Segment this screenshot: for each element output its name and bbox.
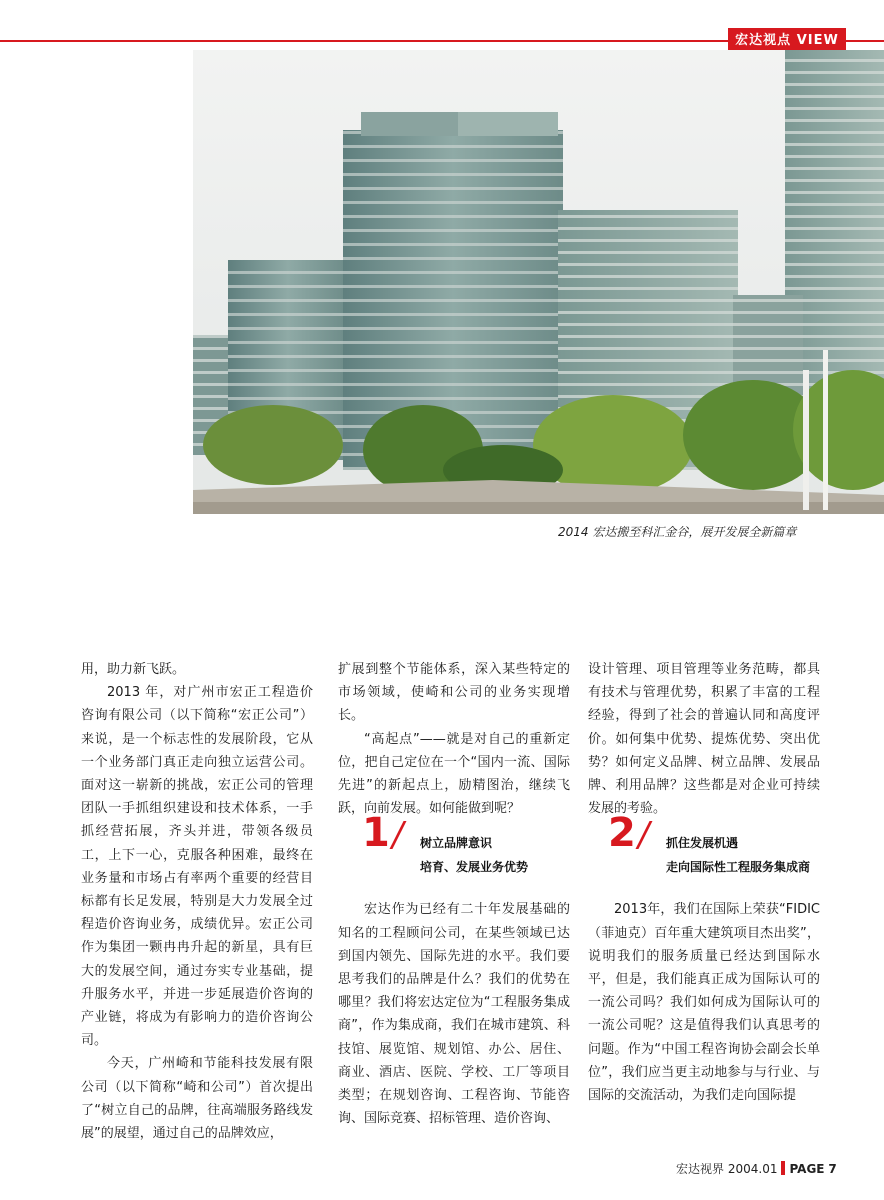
section-title-line-1: 树立品牌意识 [420,836,493,851]
section-number: 2 [608,810,636,857]
paragraph: 宏达作为已经有二十年发展基础的知名的工程顾问公司，在某些领域已达到国内领先、国际先进的水平。我们要思考我们的品牌是什么？我们的优势在哪里？我们将宏达定位为“工程服务集成商”，作为集成商，我们在城市建筑、科技馆、展览馆、规划馆、办公、居住、商业、酒店、医院、学校、工厂等项目类型；在规划咨询、工程咨询、节能咨询、国际竞赛、招标管理、造价咨询、 [338,902,570,1127]
paragraph: 今天，广州崎和节能科技发展有限公司（以下简称“崎和公司”）首次提出了“树立自己的品牌，往高端服务路线发展”的展望，通过自己的品牌效应， [81,1056,313,1142]
paragraph: 设计管理、项目管理等业务范畴，都具有技术与管理优势，积累了丰富的工程经验，得到了社会的普遍认同和高度评价。如何集中优势、提炼优势、突出优势？如何定义品牌、树立品牌、发展品牌、利用品牌？这些都是对企业可持续发展的考验。 [588,662,820,817]
page-footer [676,1160,837,1177]
section-tag: 宏达视点 VIEW [728,28,846,54]
section-heading-1 [338,810,570,888]
section-heading-2 [588,810,820,888]
paragraph: 2013年，我们在国际上荣获“FIDIC（菲迪克）百年重大建筑项目杰出奖”，说明我们的服务质量已经达到国际水平，但是，我们能真正成为国际认可的一流公司吗？我们如何成为国际认可的一流公司呢？这是值得我们认真思考的问题。作为“中国工程咨询协会副会长单位”，我们应当更主动地参与与行业、与国际的交流活动，为我们走向国际提 [588,902,820,1104]
section-number: 1 [362,810,390,857]
issue-number: 2004.01 [727,1162,778,1176]
paragraph: 2013 年，对广州市宏正工程造价咨询有限公司（以下简称“宏正公司”）来说，是一个标志性的发展阶段，它从一个业务部门真正走向独立运营公司。面对这一崭新的挑战，宏正公司的管理团队一手抓组织建设和技术体系，一手抓经营拓展，齐头并进，带领各级员工，上下一心，克服各种困难，最终在业务量和市场占有率两个重要的经营目标都有长足发展，特别是大力发展全过程造价咨询业务，成绩优异。宏正公司作为集团一颗冉冉升起的新星，具有巨大的发展空间，通过夯实专业基础，提升服务水平，并进一步延展造价咨询的产业链，将成为有影响力的造价咨询公司。 [81,685,313,1049]
paragraph: “高起点”——就是对自己的重新定位，把自己定位在一个“国内一流、国际先进”的新起点上，励精图治，继续飞跃，向前发展。如何能做到呢？ [338,731,570,817]
paragraph: 扩展到整个节能体系，深入某些特定的市场领域，使崎和公司的业务实现增长。 [338,662,570,724]
section-slash: / [638,815,650,856]
footer-divider [781,1161,785,1175]
text-column-3 [588,658,820,1107]
section-title-line-2: 走向国际性工程服务集成商 [666,860,811,875]
section-title-line-2: 培育、发展业务优势 [420,860,529,875]
text-column-1 [81,658,313,1145]
section-slash: / [392,815,404,856]
page-label: PAGE [789,1162,825,1176]
text-column-2 [338,658,570,1130]
magazine-name: 宏达视界 [676,1162,725,1176]
photo-caption: 2014 宏达搬至科汇金谷，展开发展全新篇章 [558,525,797,539]
paragraph: 用，助力新飞跃。 [81,662,186,677]
section-title-line-1: 抓住发展机遇 [666,836,739,851]
page-number: 7 [828,1162,837,1176]
building-photo [193,50,884,514]
